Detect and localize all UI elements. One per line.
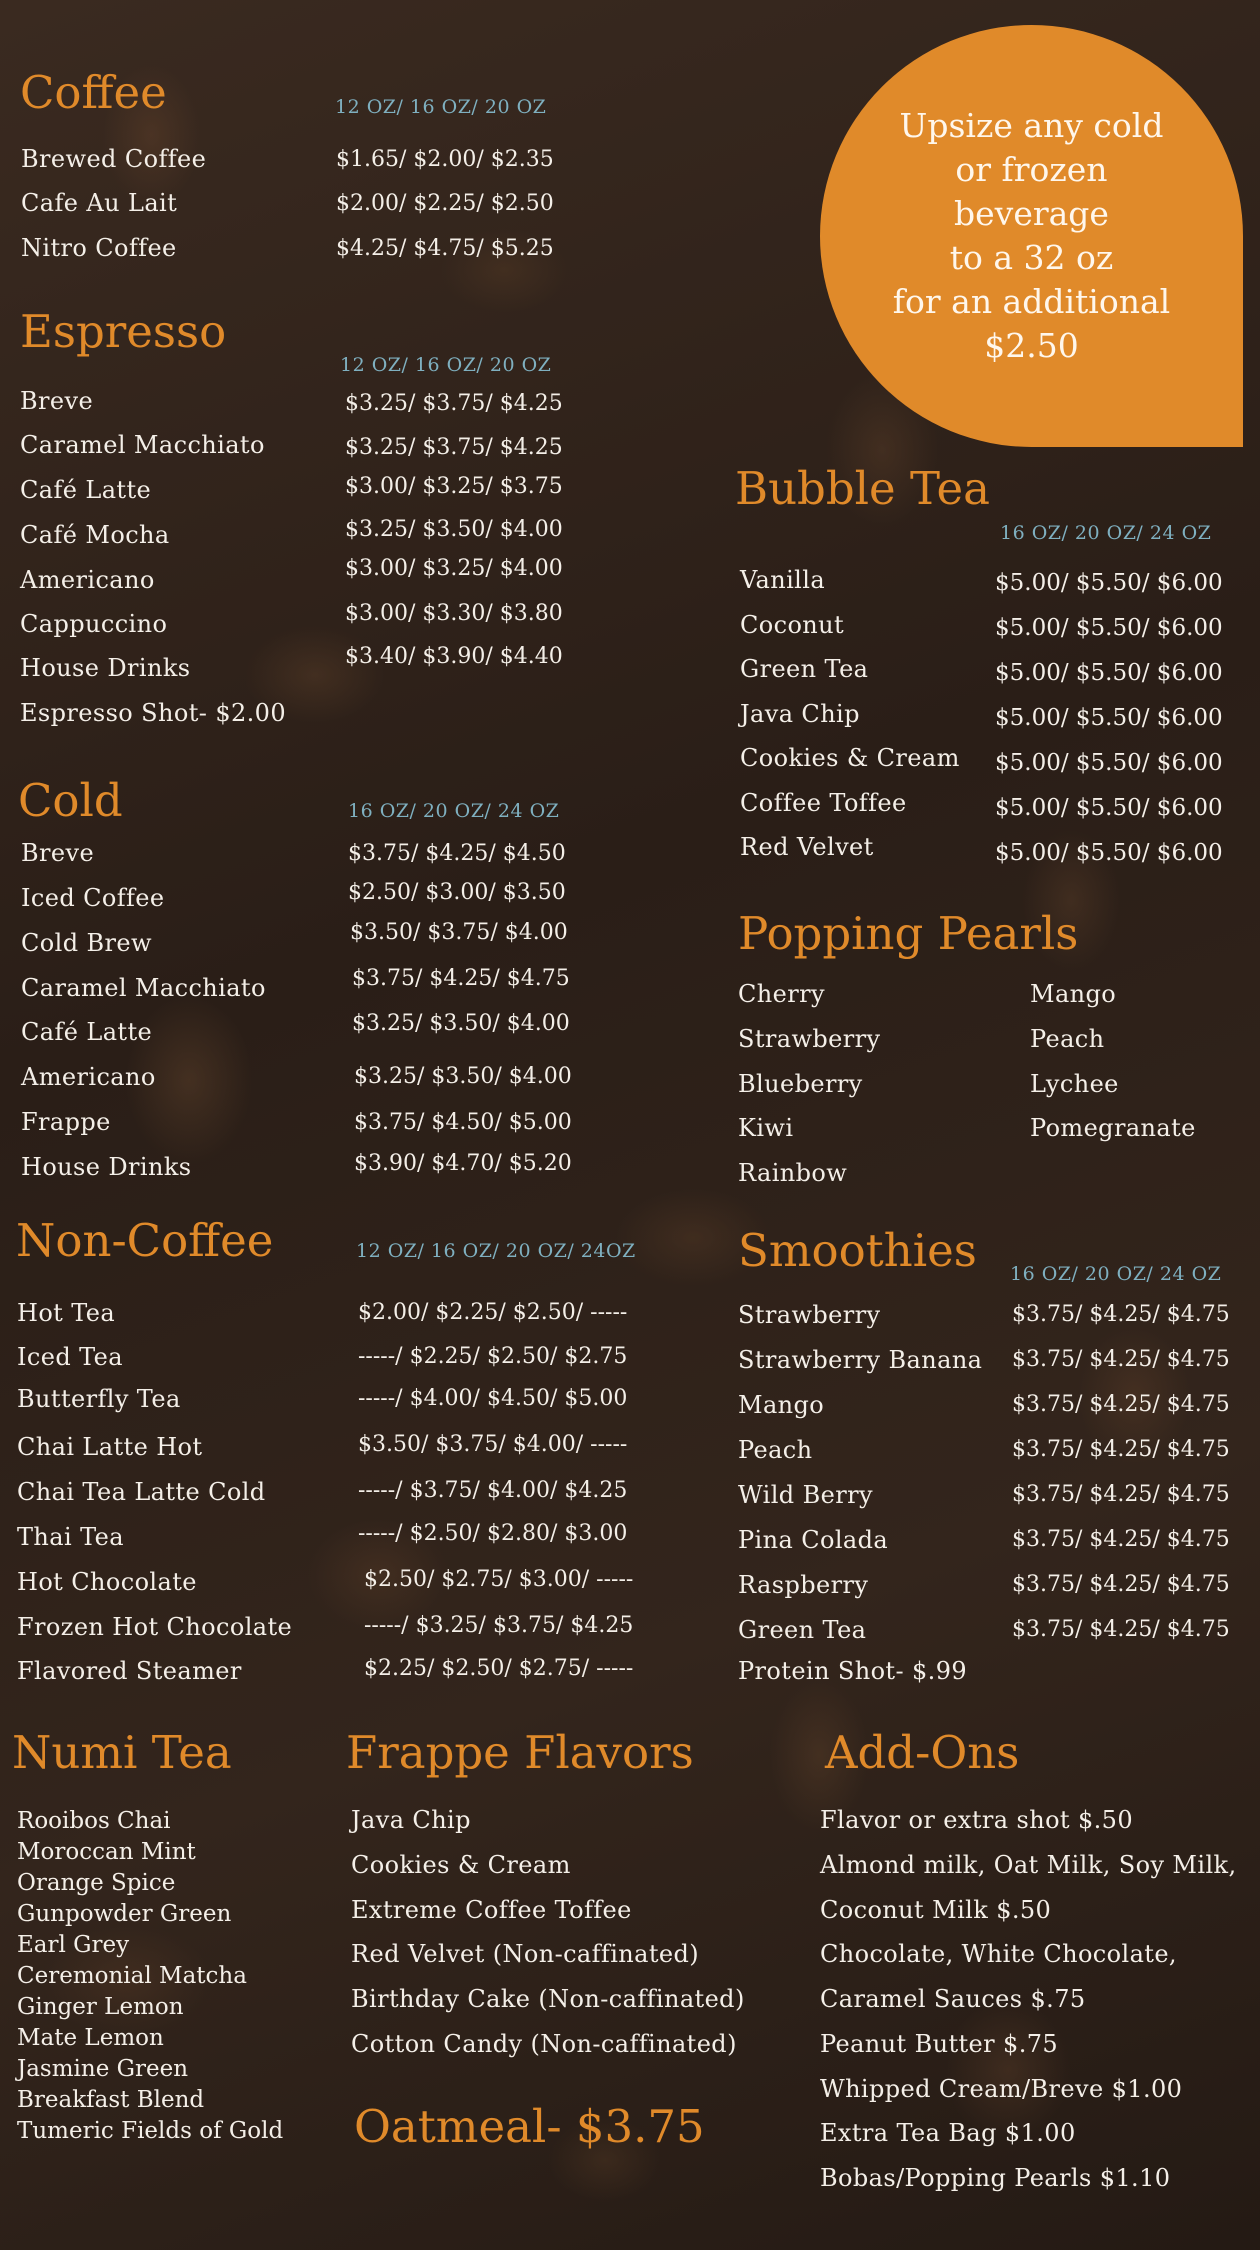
menu-item-price: $3.75/ $4.50/ $5.00 — [354, 1110, 572, 1135]
menu-item-price: $5.00/ $5.50/ $6.00 — [995, 795, 1223, 821]
menu-item-price: $3.50/ $3.75/ $4.00/ ----- — [358, 1432, 628, 1457]
menu-item-price: $3.40/ $3.90/ $4.40 — [345, 644, 563, 669]
menu-item-price: $3.75/ $4.25/ $4.75 — [1012, 1347, 1230, 1372]
menu-item-name: Americano — [20, 566, 155, 594]
menu-item-name: Iced Tea — [17, 1343, 123, 1371]
menu-item-name: Breve — [20, 387, 94, 415]
bubble-tea-sizes: 16 OZ/ 20 OZ/ 24 OZ — [1000, 522, 1212, 544]
menu-item-name: Café Latte — [20, 476, 152, 504]
menu-item-name: Nitro Coffee — [21, 234, 177, 262]
menu-item-price: $2.00/ $2.25/ $2.50/ ----- — [358, 1300, 628, 1325]
pearl-flavor: Blueberry — [738, 1070, 863, 1098]
menu-item-price: -----/ $3.25/ $3.75/ $4.25 — [364, 1613, 634, 1638]
list-item: Java Chip — [351, 1806, 471, 1834]
addon-line: Almond milk, Oat Milk, Soy Milk, — [820, 1851, 1237, 1879]
menu-item-name: Raspberry — [738, 1571, 869, 1599]
menu-item-price: $5.00/ $5.50/ $6.00 — [995, 615, 1223, 641]
promo-line: Upsize any cold — [899, 106, 1164, 145]
addon-line: Extra Tea Bag $1.00 — [820, 2119, 1076, 2147]
menu-item-name: Coconut — [740, 611, 845, 639]
menu-item-price: $2.50/ $3.00/ $3.50 — [348, 880, 566, 905]
noncoffee-heading: Non-Coffee — [16, 1214, 274, 1267]
addon-line: Coconut Milk $.50 — [820, 1896, 1052, 1924]
bubble-tea-heading: Bubble Tea — [735, 462, 990, 515]
menu-item-name: Chai Latte Hot — [17, 1433, 203, 1461]
menu-item-price: -----/ $2.50/ $2.80/ $3.00 — [358, 1521, 628, 1546]
list-item: Extreme Coffee Toffee — [351, 1896, 632, 1924]
numi-tea-list — [17, 1806, 283, 2147]
upsize-promo-text — [853, 104, 1210, 368]
pearl-flavor: Peach — [1030, 1025, 1105, 1053]
promo-line: to a 32 oz — [949, 238, 1114, 277]
menu-item-price: $3.75/ $4.25/ $4.75 — [1012, 1302, 1230, 1327]
list-item: Ginger Lemon — [17, 1994, 184, 2020]
espresso-heading: Espresso — [20, 305, 227, 358]
frappe-flavors-heading: Frappe Flavors — [346, 1726, 694, 1779]
menu-item-price: $3.50/ $3.75/ $4.00 — [350, 920, 568, 945]
add-ons-heading: Add-Ons — [825, 1726, 1020, 1779]
addon-line: Caramel Sauces $.75 — [820, 1985, 1086, 2013]
promo-line: beverage — [954, 194, 1109, 233]
protein-shot-note: Protein Shot- $.99 — [738, 1657, 968, 1685]
menu-item-name: Butterfly Tea — [17, 1385, 181, 1413]
menu-item-name: Café Mocha — [20, 521, 170, 549]
list-item: Cookies & Cream — [351, 1851, 571, 1879]
menu-item-price: -----/ $3.75/ $4.00/ $4.25 — [358, 1478, 628, 1503]
menu-item-price: $3.75/ $4.25/ $4.75 — [1012, 1437, 1230, 1462]
menu-item-name: Cappuccino — [20, 610, 168, 638]
smoothies-sizes: 16 OZ/ 20 OZ/ 24 OZ — [1010, 1263, 1222, 1285]
coffee-heading: Coffee — [20, 66, 167, 119]
menu-item-price: $5.00/ $5.50/ $6.00 — [995, 570, 1223, 596]
addon-line: Bobas/Popping Pearls $1.10 — [820, 2164, 1171, 2192]
menu-item-name: Chai Tea Latte Cold — [17, 1478, 266, 1506]
menu-item-name: Caramel Macchiato — [20, 431, 265, 459]
addon-line: Chocolate, White Chocolate, — [820, 1940, 1177, 1968]
pearl-flavor: Strawberry — [738, 1025, 881, 1053]
menu-item-name: Hot Chocolate — [17, 1568, 197, 1596]
menu-item-name: Pina Colada — [738, 1526, 889, 1554]
menu-item-name: Cookies & Cream — [740, 744, 960, 772]
promo-line: or frozen — [955, 150, 1108, 189]
addon-line: Flavor or extra shot $.50 — [820, 1806, 1134, 1834]
menu-item-name: Cold Brew — [21, 929, 152, 957]
coffee-sizes: 12 OZ/ 16 OZ/ 20 OZ — [335, 96, 547, 118]
menu-item-price: $4.25/ $4.75/ $5.25 — [336, 236, 554, 261]
numi-tea-heading: Numi Tea — [12, 1726, 232, 1779]
menu-item-price: $5.00/ $5.50/ $6.00 — [995, 705, 1223, 731]
list-item: Red Velvet (Non-caffinated) — [351, 1940, 700, 1968]
menu-item-name: Green Tea — [738, 1616, 867, 1644]
list-item: Breakfast Blend — [17, 2087, 205, 2113]
menu-item-name: House Drinks — [20, 654, 191, 682]
addon-line: Whipped Cream/Breve $1.00 — [820, 2075, 1183, 2103]
menu-item-price: $1.65/ $2.00/ $2.35 — [336, 147, 554, 172]
list-item: Gunpowder Green — [17, 1901, 232, 1927]
menu-item-name: Vanilla — [740, 566, 826, 594]
menu-item-price: $3.25/ $3.50/ $4.00 — [354, 1064, 572, 1089]
noncoffee-sizes: 12 OZ/ 16 OZ/ 20 OZ/ 24OZ — [356, 1240, 636, 1262]
menu-item-price: $5.00/ $5.50/ $6.00 — [995, 840, 1223, 866]
menu-item-name: Red Velvet — [740, 833, 874, 861]
list-item: Ceremonial Matcha — [17, 1963, 247, 1989]
menu-item-price: $5.00/ $5.50/ $6.00 — [995, 750, 1223, 776]
addon-line: Peanut Butter $.75 — [820, 2030, 1059, 2058]
menu-item-name: Café Latte — [21, 1018, 153, 1046]
menu-item-name: Coffee Toffee — [740, 789, 907, 817]
menu-item-name: Strawberry Banana — [738, 1346, 983, 1374]
menu-item-price: $3.75/ $4.25/ $4.50 — [348, 841, 566, 866]
espresso-shot-note: Espresso Shot- $2.00 — [20, 699, 287, 727]
menu-item-name: Caramel Macchiato — [21, 974, 266, 1002]
menu-item-price: $3.00/ $3.25/ $4.00 — [345, 556, 563, 581]
menu-item-name: Flavored Steamer — [17, 1657, 242, 1685]
menu-item-price: $2.00/ $2.25/ $2.50 — [336, 191, 554, 216]
menu-item-name: Americano — [21, 1063, 156, 1091]
list-item: Tumeric Fields of Gold — [17, 2118, 284, 2144]
smoothies-heading: Smoothies — [738, 1224, 977, 1277]
menu-item-price: $3.25/ $3.50/ $4.00 — [345, 517, 563, 542]
menu-item-price: $3.25/ $3.75/ $4.25 — [345, 391, 563, 416]
menu-item-price: -----/ $4.00/ $4.50/ $5.00 — [358, 1386, 628, 1411]
menu-item-price: $3.75/ $4.25/ $4.75 — [1012, 1392, 1230, 1417]
menu-item-price: $3.25/ $3.75/ $4.25 — [345, 435, 563, 460]
pearl-flavor: Mango — [1030, 980, 1117, 1008]
menu-item-name: Java Chip — [740, 700, 860, 728]
menu-item-name: Brewed Coffee — [21, 145, 207, 173]
menu-item-price: $3.00/ $3.30/ $3.80 — [345, 601, 563, 626]
list-item: Mate Lemon — [17, 2025, 164, 2051]
promo-line: $2.50 — [984, 326, 1079, 365]
menu-item-name: Breve — [21, 839, 95, 867]
upsize-promo-badge — [820, 25, 1243, 447]
promo-line: for an additional — [892, 282, 1171, 321]
menu-item-price: $2.25/ $2.50/ $2.75/ ----- — [364, 1656, 634, 1681]
menu-item-price: $3.75/ $4.25/ $4.75 — [1012, 1572, 1230, 1597]
list-item: Birthday Cake (Non-caffinated) — [351, 1985, 745, 2013]
menu-item-price: $3.75/ $4.25/ $4.75 — [1012, 1527, 1230, 1552]
menu-item-name: Wild Berry — [738, 1481, 873, 1509]
menu-item-name: Peach — [738, 1436, 813, 1464]
cold-heading: Cold — [18, 774, 123, 827]
menu-item-name: Iced Coffee — [21, 884, 165, 912]
popping-pearls-heading: Popping Pearls — [738, 907, 1079, 960]
cold-sizes: 16 OZ/ 20 OZ/ 24 OZ — [348, 800, 560, 822]
menu-item-name: Strawberry — [738, 1301, 881, 1329]
list-item: Orange Spice — [17, 1870, 176, 1896]
menu-item-name: House Drinks — [21, 1153, 192, 1181]
espresso-sizes: 12 OZ/ 16 OZ/ 20 OZ — [340, 354, 552, 376]
pearl-flavor: Cherry — [738, 980, 825, 1008]
menu-item-price: $3.75/ $4.25/ $4.75 — [352, 966, 570, 991]
pearl-flavor: Rainbow — [738, 1159, 848, 1187]
menu-item-name: Cafe Au Lait — [21, 189, 178, 217]
list-item: Moroccan Mint — [17, 1839, 196, 1865]
menu-item-price: -----/ $2.25/ $2.50/ $2.75 — [358, 1344, 628, 1369]
list-item: Earl Grey — [17, 1932, 130, 1958]
menu-item-name: Frozen Hot Chocolate — [17, 1613, 293, 1641]
menu-item-name: Frappe — [21, 1108, 111, 1136]
menu-item-price: $5.00/ $5.50/ $6.00 — [995, 660, 1223, 686]
pearl-flavor: Kiwi — [738, 1114, 794, 1142]
list-item: Cotton Candy (Non-caffinated) — [351, 2030, 737, 2058]
pearl-flavor: Pomegranate — [1030, 1114, 1196, 1142]
list-item: Rooibos Chai — [17, 1808, 171, 1834]
menu-item-price: $3.75/ $4.25/ $4.75 — [1012, 1482, 1230, 1507]
menu-item-name: Hot Tea — [17, 1299, 116, 1327]
oatmeal-price: Oatmeal- $3.75 — [354, 2100, 705, 2153]
menu-item-price: $3.90/ $4.70/ $5.20 — [354, 1151, 572, 1176]
menu-item-price: $3.25/ $3.50/ $4.00 — [352, 1011, 570, 1036]
menu-item-name: Thai Tea — [17, 1523, 124, 1551]
menu-item-name: Mango — [738, 1391, 825, 1419]
list-item: Jasmine Green — [17, 2056, 189, 2082]
menu-item-price: $3.75/ $4.25/ $4.75 — [1012, 1617, 1230, 1642]
menu-item-name: Green Tea — [740, 655, 869, 683]
menu-item-price: $3.00/ $3.25/ $3.75 — [345, 474, 563, 499]
pearl-flavor: Lychee — [1030, 1070, 1119, 1098]
menu-item-price: $2.50/ $2.75/ $3.00/ ----- — [364, 1567, 634, 1592]
